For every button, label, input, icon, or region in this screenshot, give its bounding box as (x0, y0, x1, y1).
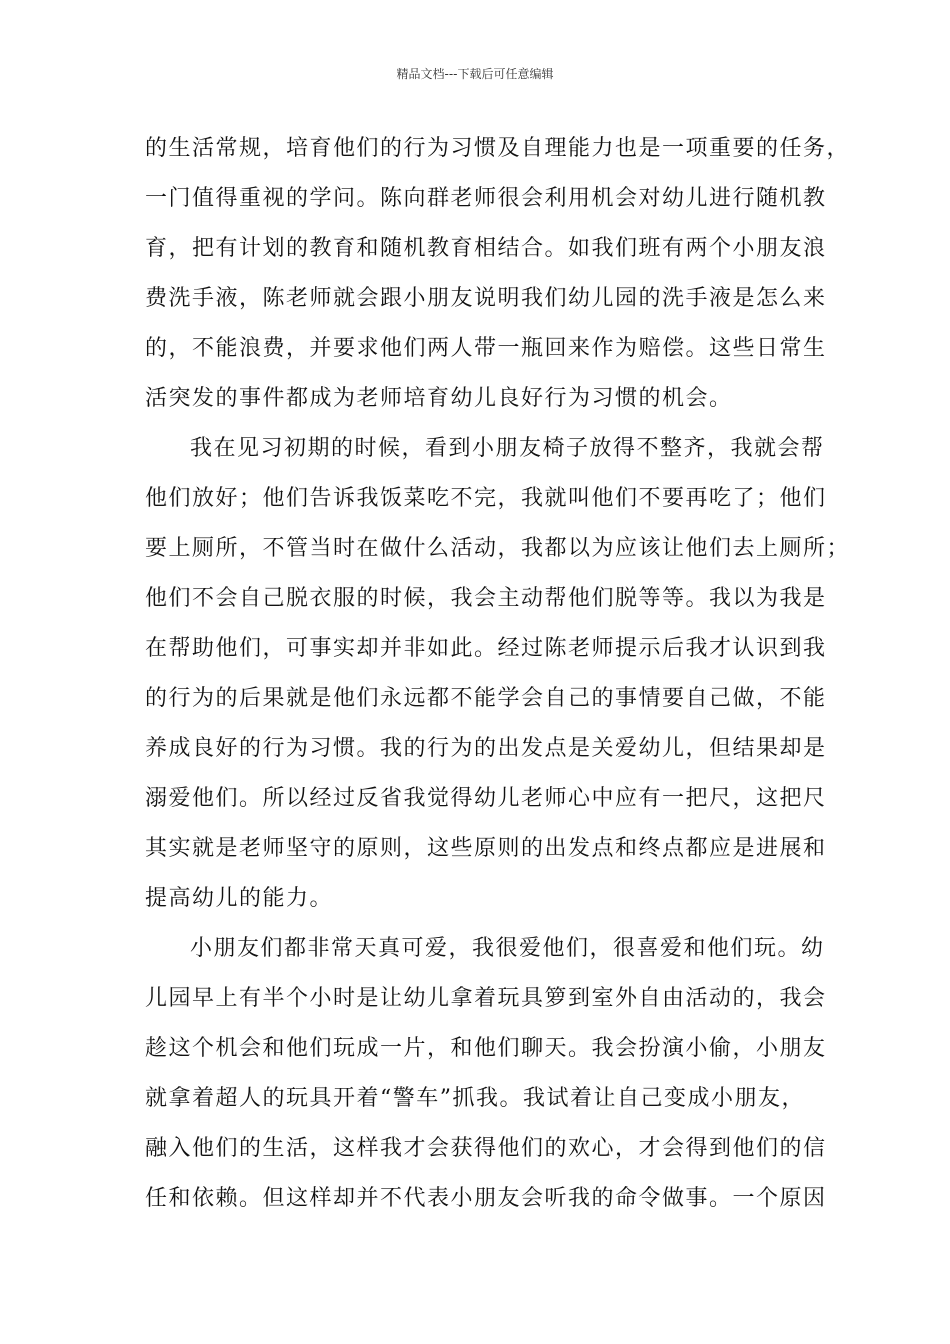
page-header: 精品文档---下载后可任意编辑 (396, 67, 554, 81)
text-line: 的行为的后果就是他们永远都不能学会自己的事情要自己做，不能 (145, 686, 827, 711)
text-line: 溺爱他们。所以经过反省我觉得幼儿老师心中应有一把尺，这把尺 (145, 786, 827, 811)
text-line: 就拿着超人的玩具开着“警车”抓我。我试着让自己变成小朋友， (145, 1086, 805, 1111)
text-line: 育，把有计划的教育和随机教育相结合。如我们班有两个小朋友浪 (145, 236, 827, 261)
text-line: 的生活常规，培育他们的行为习惯及自理能力也是一项重要的任务， (145, 136, 851, 161)
text-line: 在帮助他们，可事实却并非如此。经过陈老师提示后我才认识到我 (145, 636, 827, 661)
text-line: 活突发的事件都成为老师培育幼儿良好行为习惯的机会。 (145, 386, 733, 411)
text-line: 要上厕所，不管当时在做什么活动，我都以为应该让他们去上厕所； (145, 536, 851, 561)
text-line: 提高幼儿的能力。 (145, 886, 334, 911)
text-line: 融入他们的生活，这样我才会获得他们的欢心，才会得到他们的信 (145, 1136, 827, 1161)
text-line: 一门值得重视的学问。陈向群老师很会利用机会对幼儿进行随机教 (145, 186, 827, 211)
text-line: 趁这个机会和他们玩成一片，和他们聊天。我会扮演小偷，小朋友 (145, 1036, 827, 1061)
text-line: 的，不能浪费，并要求他们两人带一瓶回来作为赔偿。这些日常生 (145, 336, 827, 361)
text-line: 他们不会自己脱衣服的时候，我会主动帮他们脱等等。我以为我是 (145, 586, 827, 611)
text-line: 他们放好；他们告诉我饭菜吃不完，我就叫他们不要再吃了；他们 (145, 486, 827, 511)
text-line-indented: 小朋友们都非常天真可爱，我很爱他们，很喜爱和他们玩。幼 (190, 936, 825, 961)
text-line: 任和依赖。但这样却并不代表小朋友会听我的命令做事。一个原因 (145, 1186, 827, 1211)
text-line: 养成良好的行为习惯。我的行为的出发点是关爱幼儿，但结果却是 (145, 736, 827, 761)
text-line: 费洗手液，陈老师就会跟小朋友说明我们幼儿园的洗手液是怎么来 (145, 286, 827, 311)
text-line: 其实就是老师坚守的原则，这些原则的出发点和终点都应是进展和 (145, 836, 827, 861)
text-line: 儿园早上有半个小时是让幼儿拿着玩具箩到室外自由活动的，我会 (145, 986, 827, 1011)
text-line-indented: 我在见习初期的时候，看到小朋友椅子放得不整齐，我就会帮 (190, 436, 825, 461)
